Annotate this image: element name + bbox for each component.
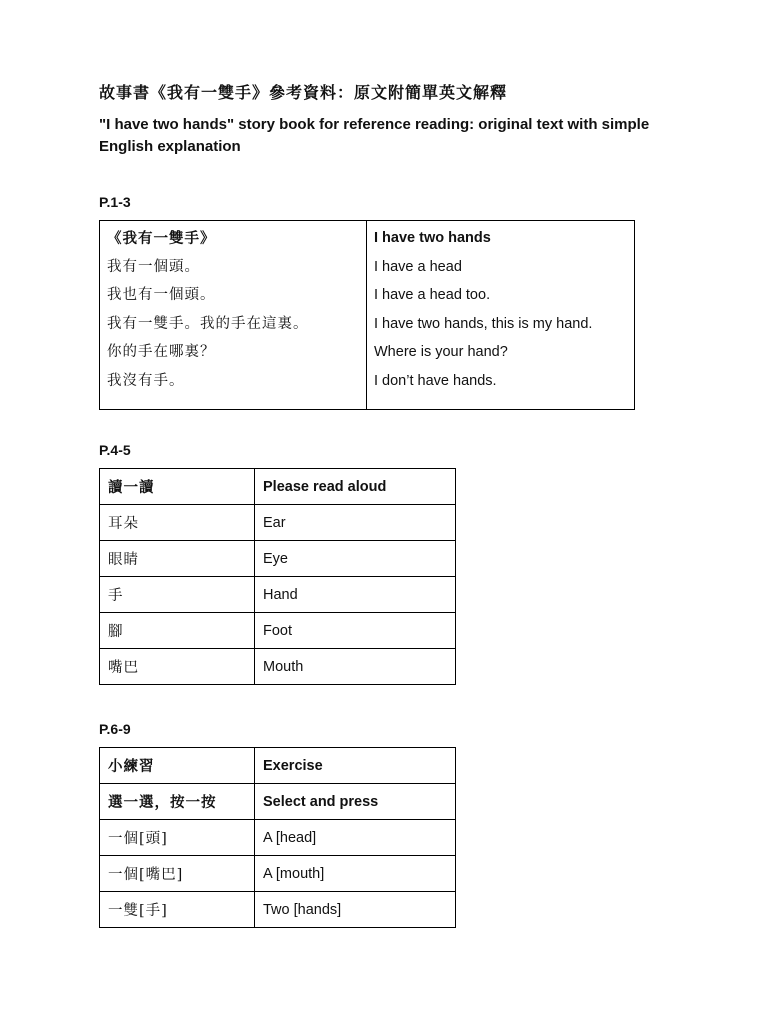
table-row	[100, 820, 456, 856]
header-cell-english: Exercise	[255, 748, 456, 784]
table-row	[100, 221, 635, 410]
header-cell-english: Please read aloud	[255, 469, 456, 505]
table-cell: Hand	[255, 577, 456, 613]
table-cell: A [mouth]	[255, 856, 456, 892]
table-cell: 嘴巴	[100, 649, 255, 685]
table-row	[100, 892, 456, 928]
vocabulary-table	[99, 468, 456, 685]
table-cell: Eye	[255, 541, 456, 577]
table-header-row	[100, 748, 456, 784]
list-item: I have a head too.	[374, 287, 491, 304]
table-header-row	[100, 469, 456, 505]
table-cell: 一個[頭]	[100, 820, 255, 856]
header-cell-chinese: 小練習	[100, 748, 255, 784]
section-label-p1-3: P.1-3	[99, 194, 131, 210]
list-item: 你的手在哪裏？	[107, 344, 216, 361]
list-item: I have two hands	[374, 230, 491, 246]
list-item: 《我有一雙手》	[107, 230, 216, 247]
chinese-text-cell	[100, 221, 367, 410]
subheader-cell-chinese: 選一選，按一按	[100, 784, 255, 820]
table-cell: 一個[嘴巴]	[100, 856, 255, 892]
table-row	[100, 649, 456, 685]
list-item: I have two hands, this is my hand.	[374, 315, 593, 332]
table-cell: Two [hands]	[255, 892, 456, 928]
subheader-cell-english: Select and press	[255, 784, 456, 820]
document-title-english: "I have two hands" story book for reference reading: original text with simple English explanation	[99, 116, 650, 155]
table-cell: A [head]	[255, 820, 456, 856]
table-cell: Mouth	[255, 649, 456, 685]
table-row	[100, 577, 456, 613]
table-cell: 腳	[100, 613, 255, 649]
list-item: I don’t have hands.	[374, 372, 497, 389]
table-subheader-row	[100, 784, 456, 820]
table-cell: Ear	[255, 505, 456, 541]
table-cell: 手	[100, 577, 255, 613]
list-item: 我也有一個頭。	[107, 287, 216, 304]
list-item: I have a head	[374, 258, 462, 275]
section-label-p6-9: P.6-9	[99, 721, 131, 737]
list-item: 我沒有手。	[107, 372, 185, 389]
section-label-p4-5: P.4-5	[99, 442, 131, 458]
story-text-table	[99, 220, 635, 410]
table-row	[100, 541, 456, 577]
list-item: Where is your hand?	[374, 344, 508, 361]
table-row	[100, 505, 456, 541]
table-cell: 耳朵	[100, 505, 255, 541]
table-row	[100, 613, 456, 649]
table-cell: Foot	[255, 613, 456, 649]
document-title-chinese: 故事書《我有一雙手》參考資料：原文附簡單英文解釋	[99, 83, 508, 102]
list-item: 我有一雙手。我的手在這裏。	[107, 315, 309, 332]
table-cell: 眼睛	[100, 541, 255, 577]
english-text-cell	[367, 221, 635, 410]
list-item: 我有一個頭。	[107, 258, 200, 275]
table-cell: 一雙[手]	[100, 892, 255, 928]
header-cell-chinese: 讀一讀	[100, 469, 255, 505]
table-row	[100, 856, 456, 892]
exercise-table	[99, 747, 456, 928]
